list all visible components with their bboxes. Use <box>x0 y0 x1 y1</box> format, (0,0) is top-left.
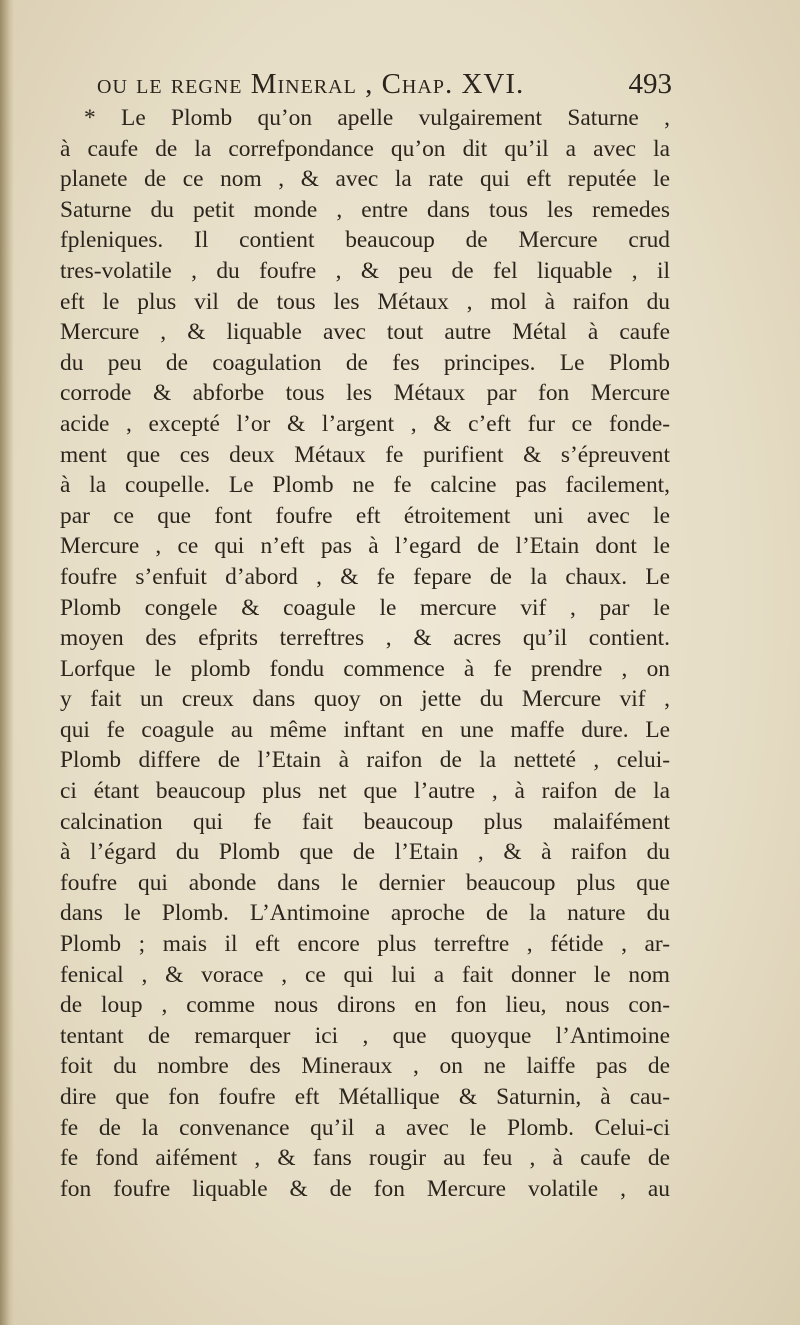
text-line: qui fe coagule au même inftant en une maffe dure. Le <box>60 716 670 743</box>
text-line: fe fond aifément , & fans rougir au feu , à caufe de <box>60 1145 670 1172</box>
text-line: à l’égard du Plomb que de l’Etain , & à raifon du <box>60 839 670 866</box>
text-line: planete de ce nom , & avec la rate qui eft reputée le <box>60 166 670 193</box>
text-line: Mercure , & liquable avec tout autre Métal à caufe <box>60 319 670 346</box>
text-line: de loup , comme nous dirons en fon lieu, nous con- <box>60 992 670 1019</box>
text-line: y fait un creux dans quoy on jette du Mercure vif , <box>60 686 670 713</box>
text-line: corrode & abforbe tous les Métaux par fon Mercure <box>60 380 670 407</box>
text-line: tres-volatile , du foufre , & peu de fel liquable , il <box>60 257 670 284</box>
text-line: foit du nombre des Mineraux , on ne laiffe pas de <box>60 1053 670 1080</box>
text-line: dans le Plomb. L’Antimoine aproche de la nature du <box>60 900 670 927</box>
page-spine-shadow <box>0 0 14 1325</box>
text-line: tentant de remarquer ici , que quoyque l’Antimoine <box>60 1022 670 1049</box>
text-line: Saturne du petit monde , entre dans tous les remedes <box>60 196 670 223</box>
page-number: 493 <box>628 68 672 100</box>
text-line: Plomb congele & coagule le mercure vif , par le <box>60 594 670 621</box>
text-line: acide , excepté l’or & l’argent , & c’eft fur ce fonde- <box>60 410 670 437</box>
text-line: Plomb differe de l’Etain à raifon de la netteté , celui- <box>60 747 670 774</box>
text-line: dire que fon foufre eft Métallique & Saturnin, à cau- <box>60 1084 670 1110</box>
text-line: fon foufre liquable & de fon Mercure volatile , au <box>60 1175 670 1202</box>
text-line: Mercure , ce qui n’eft pas à l’egard de l’Etain dont le <box>60 533 670 560</box>
text-line: fpleniques. Il contient beaucoup de Mercure crud <box>60 227 670 254</box>
page-header <box>97 68 672 101</box>
text-line: à caufe de la correfpondance qu’on dit qu’il a avec la <box>60 135 670 162</box>
text-line: du peu de coagulation de fes principes. Le Plomb <box>60 349 670 376</box>
text-line: foufre qui abonde dans le dernier beaucoup plus que <box>60 869 670 896</box>
text-line: ci étant beaucoup plus net que l’autre , à raifon de la <box>60 778 670 805</box>
text-line: moyen des efprits terreftres , & acres qu’il contient. <box>60 625 670 652</box>
text-line: Lorfque le plomb fondu commence à fe prendre , on <box>60 655 670 682</box>
text-line: fenical , & vorace , ce qui lui a fait donner le nom <box>60 961 670 988</box>
text-line: foufre s’enfuit d’abord , & fe fepare de la chaux. Le <box>60 563 670 590</box>
text-line: à la coupelle. Le Plomb ne fe calcine pas facilement, <box>60 472 670 499</box>
text-line: calcination qui fe fait beaucoup plus malaifément <box>60 808 670 835</box>
running-title: ou le regne Mineral , Chap. XVI. <box>97 68 525 100</box>
body-text <box>60 103 670 1204</box>
text-line: eft le plus vil de tous les Métaux , mol à raifon du <box>60 288 670 315</box>
text-line: ment que ces deux Métaux fe purifient & s’épreuvent <box>60 441 670 468</box>
text-line: * Le Plomb qu’on apelle vulgairement Saturne , <box>84 105 670 131</box>
text-line: fe de la convenance qu’il a avec le Plomb. Celui-ci <box>60 1114 670 1141</box>
text-line: Plomb ; mais il eft encore plus terreftre , fétide , ar- <box>60 931 670 958</box>
text-line: par ce que font foufre eft étroitement uni avec le <box>60 502 670 529</box>
